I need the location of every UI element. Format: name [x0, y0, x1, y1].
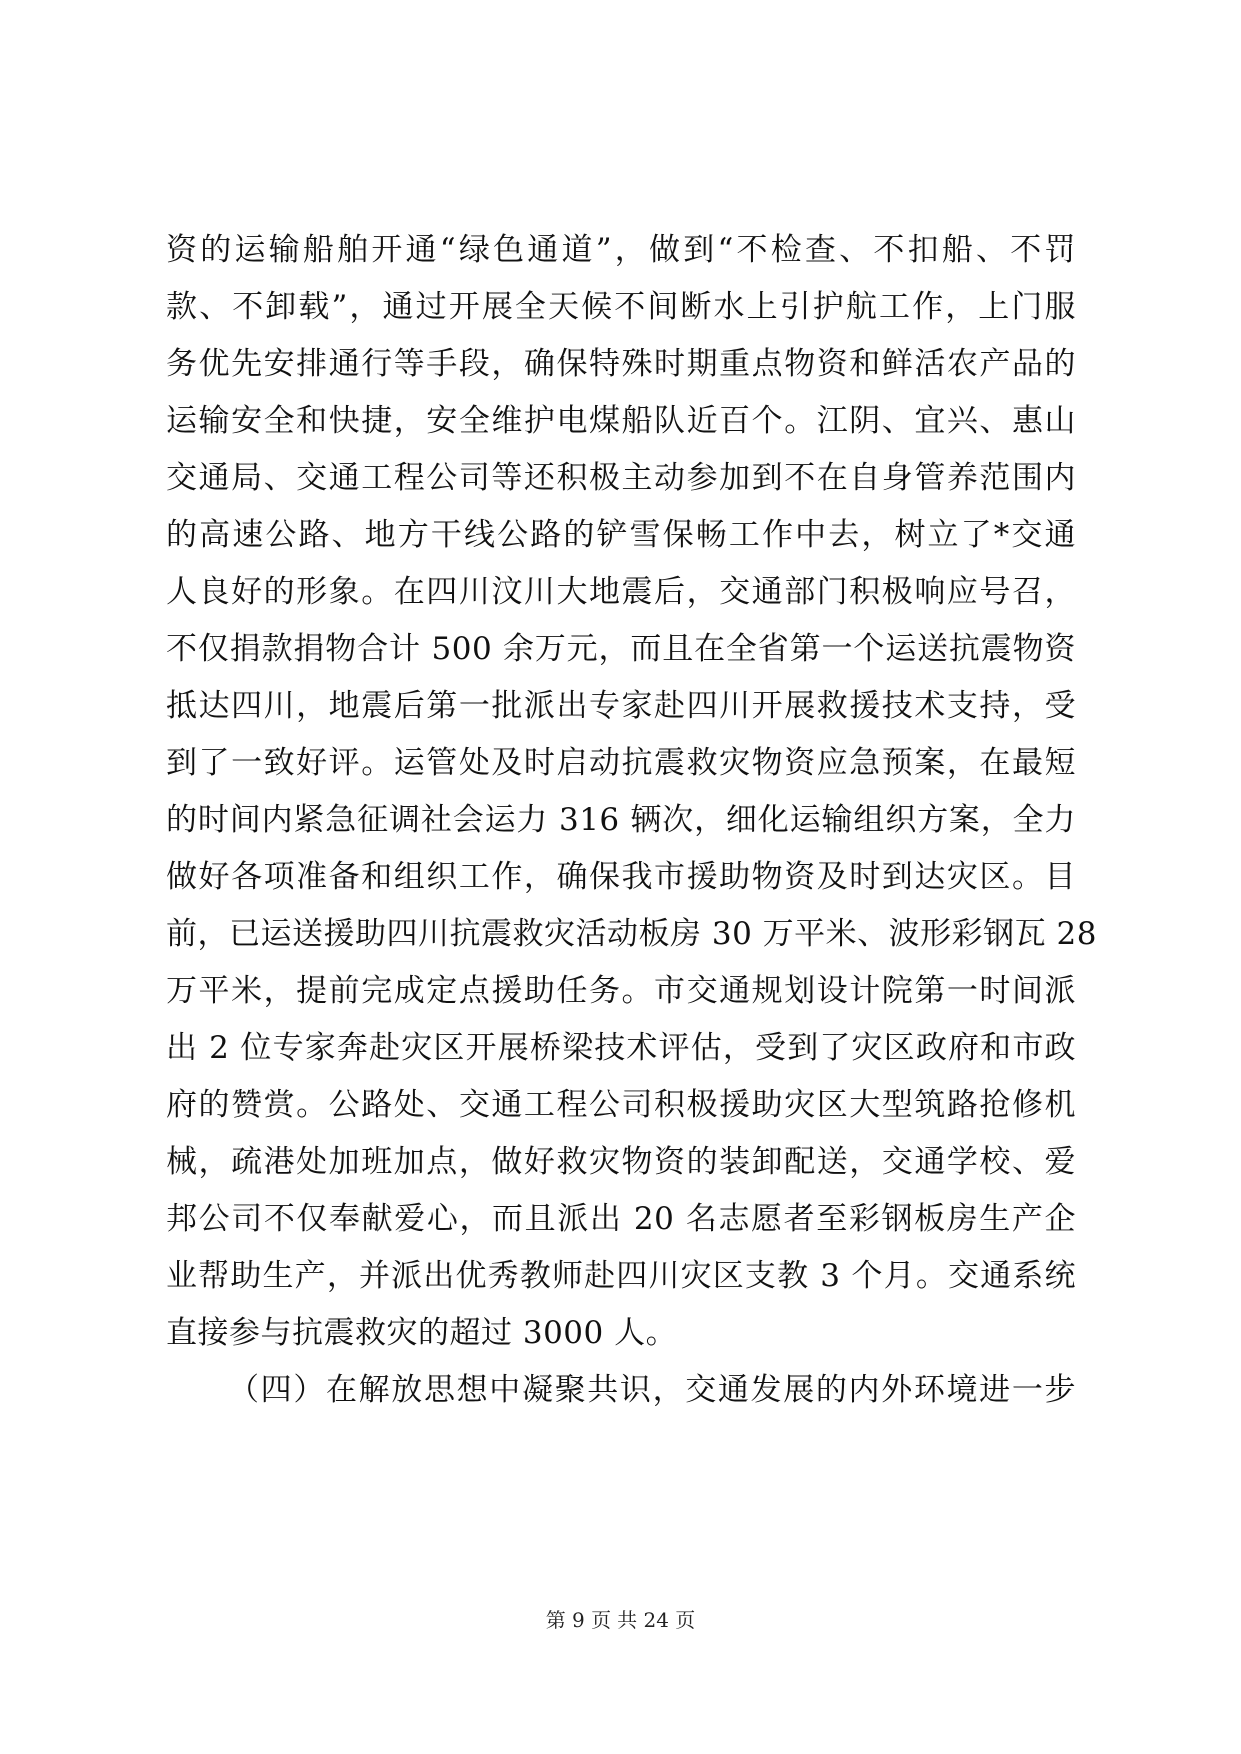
page-footer	[0, 1608, 1241, 1632]
text-line: 邦公司不仅奉献爱心，而且派出 20 名志愿者至彩钢板房生产企	[166, 1201, 1076, 1237]
page-number: 第 9 页	[545, 1608, 612, 1632]
text-line: 运输安全和快捷，安全维护电煤船队近百个。江阴、宜兴、惠山	[166, 403, 1076, 439]
paragraph-end-line: 直接参与抗震救灾的超过 3000 人。	[166, 1315, 678, 1351]
text-line: 抵达四川，地震后第一批派出专家赴四川开展救援技术支持，受	[166, 688, 1076, 724]
text-line: 业帮助生产，并派出优秀教师赴四川灾区支教 3 个月。交通系统	[166, 1258, 1076, 1294]
text-line: 的高速公路、地方干线公路的铲雪保畅工作中去，树立了*交通	[166, 517, 1076, 553]
text-line: 前，已运送援助四川抗震救灾活动板房 30 万平米、波形彩钢瓦 28	[166, 916, 1097, 952]
body-text	[166, 222, 1097, 1419]
text-line: 做好各项准备和组织工作，确保我市援助物资及时到达灾区。目	[166, 859, 1076, 895]
section-heading-line: （四）在解放思想中凝聚共识，交通发展的内外环境进一步	[228, 1372, 1076, 1408]
text-line: 到了一致好评。运管处及时启动抗震救灾物资应急预案，在最短	[166, 745, 1076, 781]
text-line: 交通局、交通工程公司等还积极主动参加到不在自身管养范围内	[166, 460, 1076, 496]
text-line: 的时间内紧急征调社会运力 316 辆次，细化运输组织方案，全力	[166, 802, 1076, 838]
text-line: 务优先安排通行等手段，确保特殊时期重点物资和鲜活农产品的	[166, 346, 1076, 382]
text-line: 府的赞赏。公路处、交通工程公司积极援助灾区大型筑路抢修机	[166, 1087, 1076, 1123]
total-pages: 共 24 页	[617, 1608, 696, 1632]
text-line: 万平米，提前完成定点援助任务。市交通规划设计院第一时间派	[166, 973, 1076, 1009]
text-line: 械，疏港处加班加点，做好救灾物资的装卸配送，交通学校、爱	[166, 1144, 1076, 1180]
text-line: 出 2 位专家奔赴灾区开展桥梁技术评估，受到了灾区政府和市政	[166, 1030, 1076, 1066]
text-line: 款、不卸载”，通过开展全天候不间断水上引护航工作，上门服	[166, 289, 1076, 325]
text-line: 人良好的形象。在四川汶川大地震后，交通部门积极响应号召，	[166, 574, 1076, 610]
text-line: 资的运输船舶开通“绿色通道”，做到“不检查、不扣船、不罚	[166, 232, 1076, 268]
text-line: 不仅捐款捐物合计 500 余万元，而且在全省第一个运送抗震物资	[166, 631, 1076, 667]
